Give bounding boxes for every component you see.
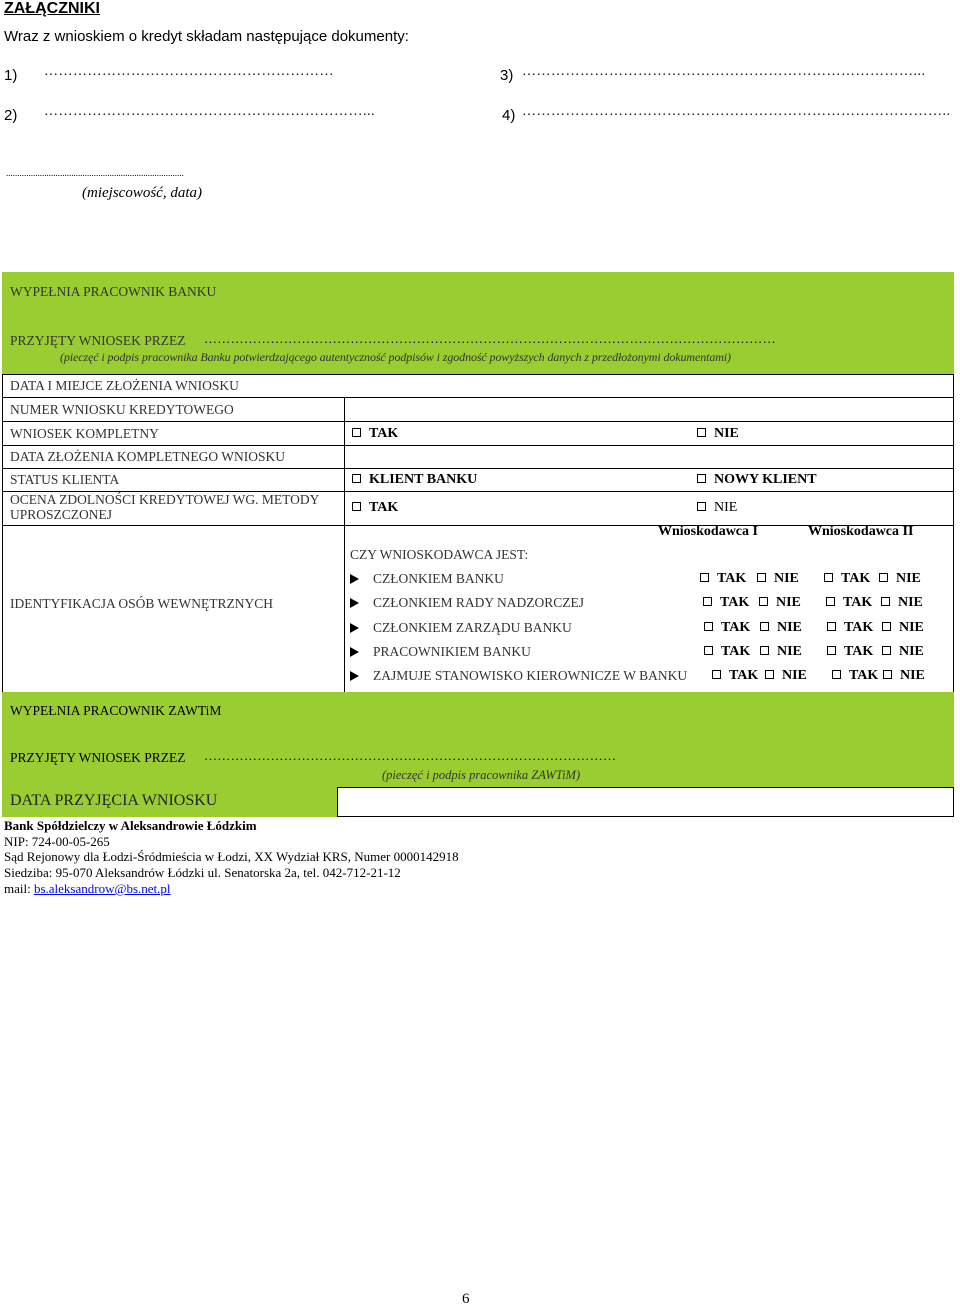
- arrow-bullet-icon: [350, 647, 359, 657]
- checkbox-icon: [883, 670, 892, 679]
- role-row: ZAJMUJE STANOWISKO KIEROWNICZE W BANKU: [350, 668, 687, 684]
- checkbox-icon: [757, 573, 766, 582]
- item-1-field[interactable]: ……………………………………………………: [44, 64, 334, 79]
- checkbox-icon: [879, 573, 888, 582]
- number-label: NUMER WNIOSKU KREDYTOWEGO: [10, 402, 234, 417]
- item-2-number: 2): [4, 107, 18, 124]
- complete-date-label: DATA ZŁOŻENIA KOMPLETNEGO WNIOSKU: [10, 449, 286, 464]
- checkbox-icon: [759, 597, 768, 606]
- assessment-yes-checkbox[interactable]: TAK: [352, 500, 398, 516]
- page-title: ZAŁĄCZNIKI: [4, 0, 100, 17]
- role-row: CZŁONKIEM BANKU: [350, 571, 504, 587]
- role-applicant-2-yes-checkbox[interactable]: TAK: [827, 644, 873, 660]
- item-3-field[interactable]: ………………………………………………………………………...: [522, 64, 926, 79]
- date-received-label: DATA PRZYJĘCIA WNIOSKU: [10, 792, 218, 809]
- page-number: 6: [462, 1291, 470, 1307]
- new-client-checkbox[interactable]: NOWY KLIENT: [697, 472, 817, 488]
- bank-stamp-note: (pieczęć i podpis pracownika Banku potwierdzającego autentyczność podpisów i zgodność powyższych danych z przedłożonymi dokumentami): [60, 350, 731, 364]
- checkbox-icon: [704, 622, 713, 631]
- checkbox-icon: [697, 502, 706, 511]
- role-applicant-1-yes-checkbox[interactable]: TAK: [712, 668, 758, 684]
- checkbox-icon: [882, 646, 891, 655]
- bank-address: Siedziba: 95-070 Aleksandrów Łódzki ul. Senatorska 2a, tel. 042-712-21-12: [4, 865, 401, 880]
- checkbox-icon: [697, 428, 706, 437]
- zawtim-section-header: WYPEŁNIA PRACOWNIK ZAWTiM: [10, 703, 222, 718]
- role-applicant-2-no-checkbox[interactable]: NIE: [882, 620, 924, 636]
- role-row: CZŁONKIEM RADY NADZORCZEJ: [350, 595, 584, 611]
- role-applicant-1-yes-checkbox[interactable]: TAK: [700, 571, 746, 587]
- role-applicant-2-no-checkbox[interactable]: NIE: [879, 571, 921, 587]
- checkbox-icon: [352, 474, 361, 483]
- checkbox-icon: [352, 428, 361, 437]
- date-received-input[interactable]: [337, 787, 954, 817]
- role-applicant-2-no-checkbox[interactable]: NIE: [882, 644, 924, 660]
- applicant-1-header: Wnioskodawca I: [658, 524, 758, 539]
- place-date-field[interactable]: ...............................................................................: [6, 168, 184, 178]
- item-4-field[interactable]: ……………………………………………………………………………..: [522, 104, 951, 119]
- arrow-bullet-icon: [350, 623, 359, 633]
- role-applicant-2-yes-checkbox[interactable]: TAK: [826, 595, 872, 611]
- checkbox-icon: [712, 670, 721, 679]
- client-bank-checkbox[interactable]: KLIENT BANKU: [352, 472, 477, 488]
- item-3-number: 3): [500, 67, 514, 84]
- identification-question: CZY WNIOSKODAWCA JEST:: [350, 547, 529, 562]
- role-applicant-1-no-checkbox[interactable]: NIE: [760, 644, 802, 660]
- role-applicant-1-yes-checkbox[interactable]: TAK: [704, 620, 750, 636]
- complete-label: WNIOSEK KOMPLETNY: [10, 426, 159, 441]
- role-row: CZŁONKIEM ZARZĄDU BANKU: [350, 620, 572, 636]
- assessment-no-checkbox[interactable]: NIE: [697, 500, 737, 516]
- checkbox-icon: [827, 622, 836, 631]
- checkbox-icon: [881, 597, 890, 606]
- checkbox-icon: [827, 646, 836, 655]
- applicant-2-header: Wnioskodawca II: [808, 524, 914, 539]
- role-applicant-2-yes-checkbox[interactable]: TAK: [827, 620, 873, 636]
- identification-label: IDENTYFIKACJA OSÓB WEWNĘTRZNYCH: [10, 596, 273, 611]
- role-applicant-2-no-checkbox[interactable]: NIE: [881, 595, 923, 611]
- checkbox-icon: [832, 670, 841, 679]
- complete-yes-checkbox[interactable]: TAK: [352, 426, 398, 442]
- checkbox-icon: [824, 573, 833, 582]
- complete-no-checkbox[interactable]: NIE: [697, 426, 739, 442]
- checkbox-icon: [882, 622, 891, 631]
- item-2-field[interactable]: …………………………………………………………...: [44, 104, 375, 119]
- date-place-label: DATA I MIEJCE ZŁOŻENIA WNIOSKU: [10, 378, 239, 393]
- role-applicant-2-yes-checkbox[interactable]: TAK: [824, 571, 870, 587]
- role-applicant-1-yes-checkbox[interactable]: TAK: [703, 595, 749, 611]
- role-applicant-2-no-checkbox[interactable]: NIE: [883, 668, 925, 684]
- role-applicant-2-yes-checkbox[interactable]: TAK: [832, 668, 878, 684]
- assessment-options-cell: [344, 491, 954, 526]
- role-applicant-1-no-checkbox[interactable]: NIE: [759, 595, 801, 611]
- role-applicant-1-no-checkbox[interactable]: NIE: [760, 620, 802, 636]
- bank-court: Sąd Rejonowy dla Łodzi-Śródmieścia w Łodzi, XX Wydział KRS, Numer 0000142918: [4, 849, 459, 864]
- checkbox-icon: [700, 573, 709, 582]
- item-1-number: 1): [4, 67, 18, 84]
- checkbox-icon: [352, 502, 361, 511]
- intro-text: Wraz z wnioskiem o kredyt składam następujące dokumenty:: [4, 28, 409, 45]
- assessment-label: OCENA ZDOLNOŚCI KREDYTOWEJ WG. METODY UPROSZCZONEJ: [10, 492, 319, 522]
- checkbox-icon: [703, 597, 712, 606]
- bank-mail: mail: bs.aleksandrow@bs.net.pl: [4, 881, 171, 896]
- place-date-label: (miejscowość, data): [82, 185, 202, 201]
- zawtim-accepted-by-field[interactable]: …………………………………………………………………………………: [204, 748, 617, 763]
- role-applicant-1-no-checkbox[interactable]: NIE: [757, 571, 799, 587]
- arrow-bullet-icon: [350, 598, 359, 608]
- role-applicant-1-yes-checkbox[interactable]: TAK: [704, 644, 750, 660]
- status-label: STATUS KLIENTA: [10, 472, 120, 487]
- role-row: PRACOWNIKIEM BANKU: [350, 644, 531, 660]
- checkbox-icon: [697, 474, 706, 483]
- bank-section-header: WYPEŁNIA PRACOWNIK BANKU: [10, 284, 217, 299]
- checkbox-icon: [760, 622, 769, 631]
- complete-date-input[interactable]: [344, 445, 954, 469]
- checkbox-icon: [704, 646, 713, 655]
- number-input[interactable]: [344, 397, 954, 422]
- zawtim-accepted-by-label: PRZYJĘTY WNIOSEK PRZEZ: [10, 750, 186, 765]
- complete-options-cell: [344, 421, 954, 446]
- arrow-bullet-icon: [350, 671, 359, 681]
- bank-accepted-by-field[interactable]: …………………………………………………………………………………………………………………: [204, 331, 776, 346]
- role-applicant-1-no-checkbox[interactable]: NIE: [765, 668, 807, 684]
- bank-name: Bank Spółdzielczy w Aleksandrowie Łódzkim: [4, 818, 257, 833]
- bank-nip: NIP: 724-00-05-265: [4, 834, 110, 849]
- bank-accepted-by-label: PRZYJĘTY WNIOSEK PRZEZ: [10, 333, 186, 348]
- checkbox-icon: [765, 670, 774, 679]
- zawtim-stamp-note: (pieczęć i podpis pracownika ZAWTiM): [382, 768, 581, 782]
- arrow-bullet-icon: [350, 574, 359, 584]
- checkbox-icon: [760, 646, 769, 655]
- checkbox-icon: [826, 597, 835, 606]
- item-4-number: 4): [502, 107, 516, 124]
- bank-mail-link[interactable]: bs.aleksandrow@bs.net.pl: [33, 881, 171, 896]
